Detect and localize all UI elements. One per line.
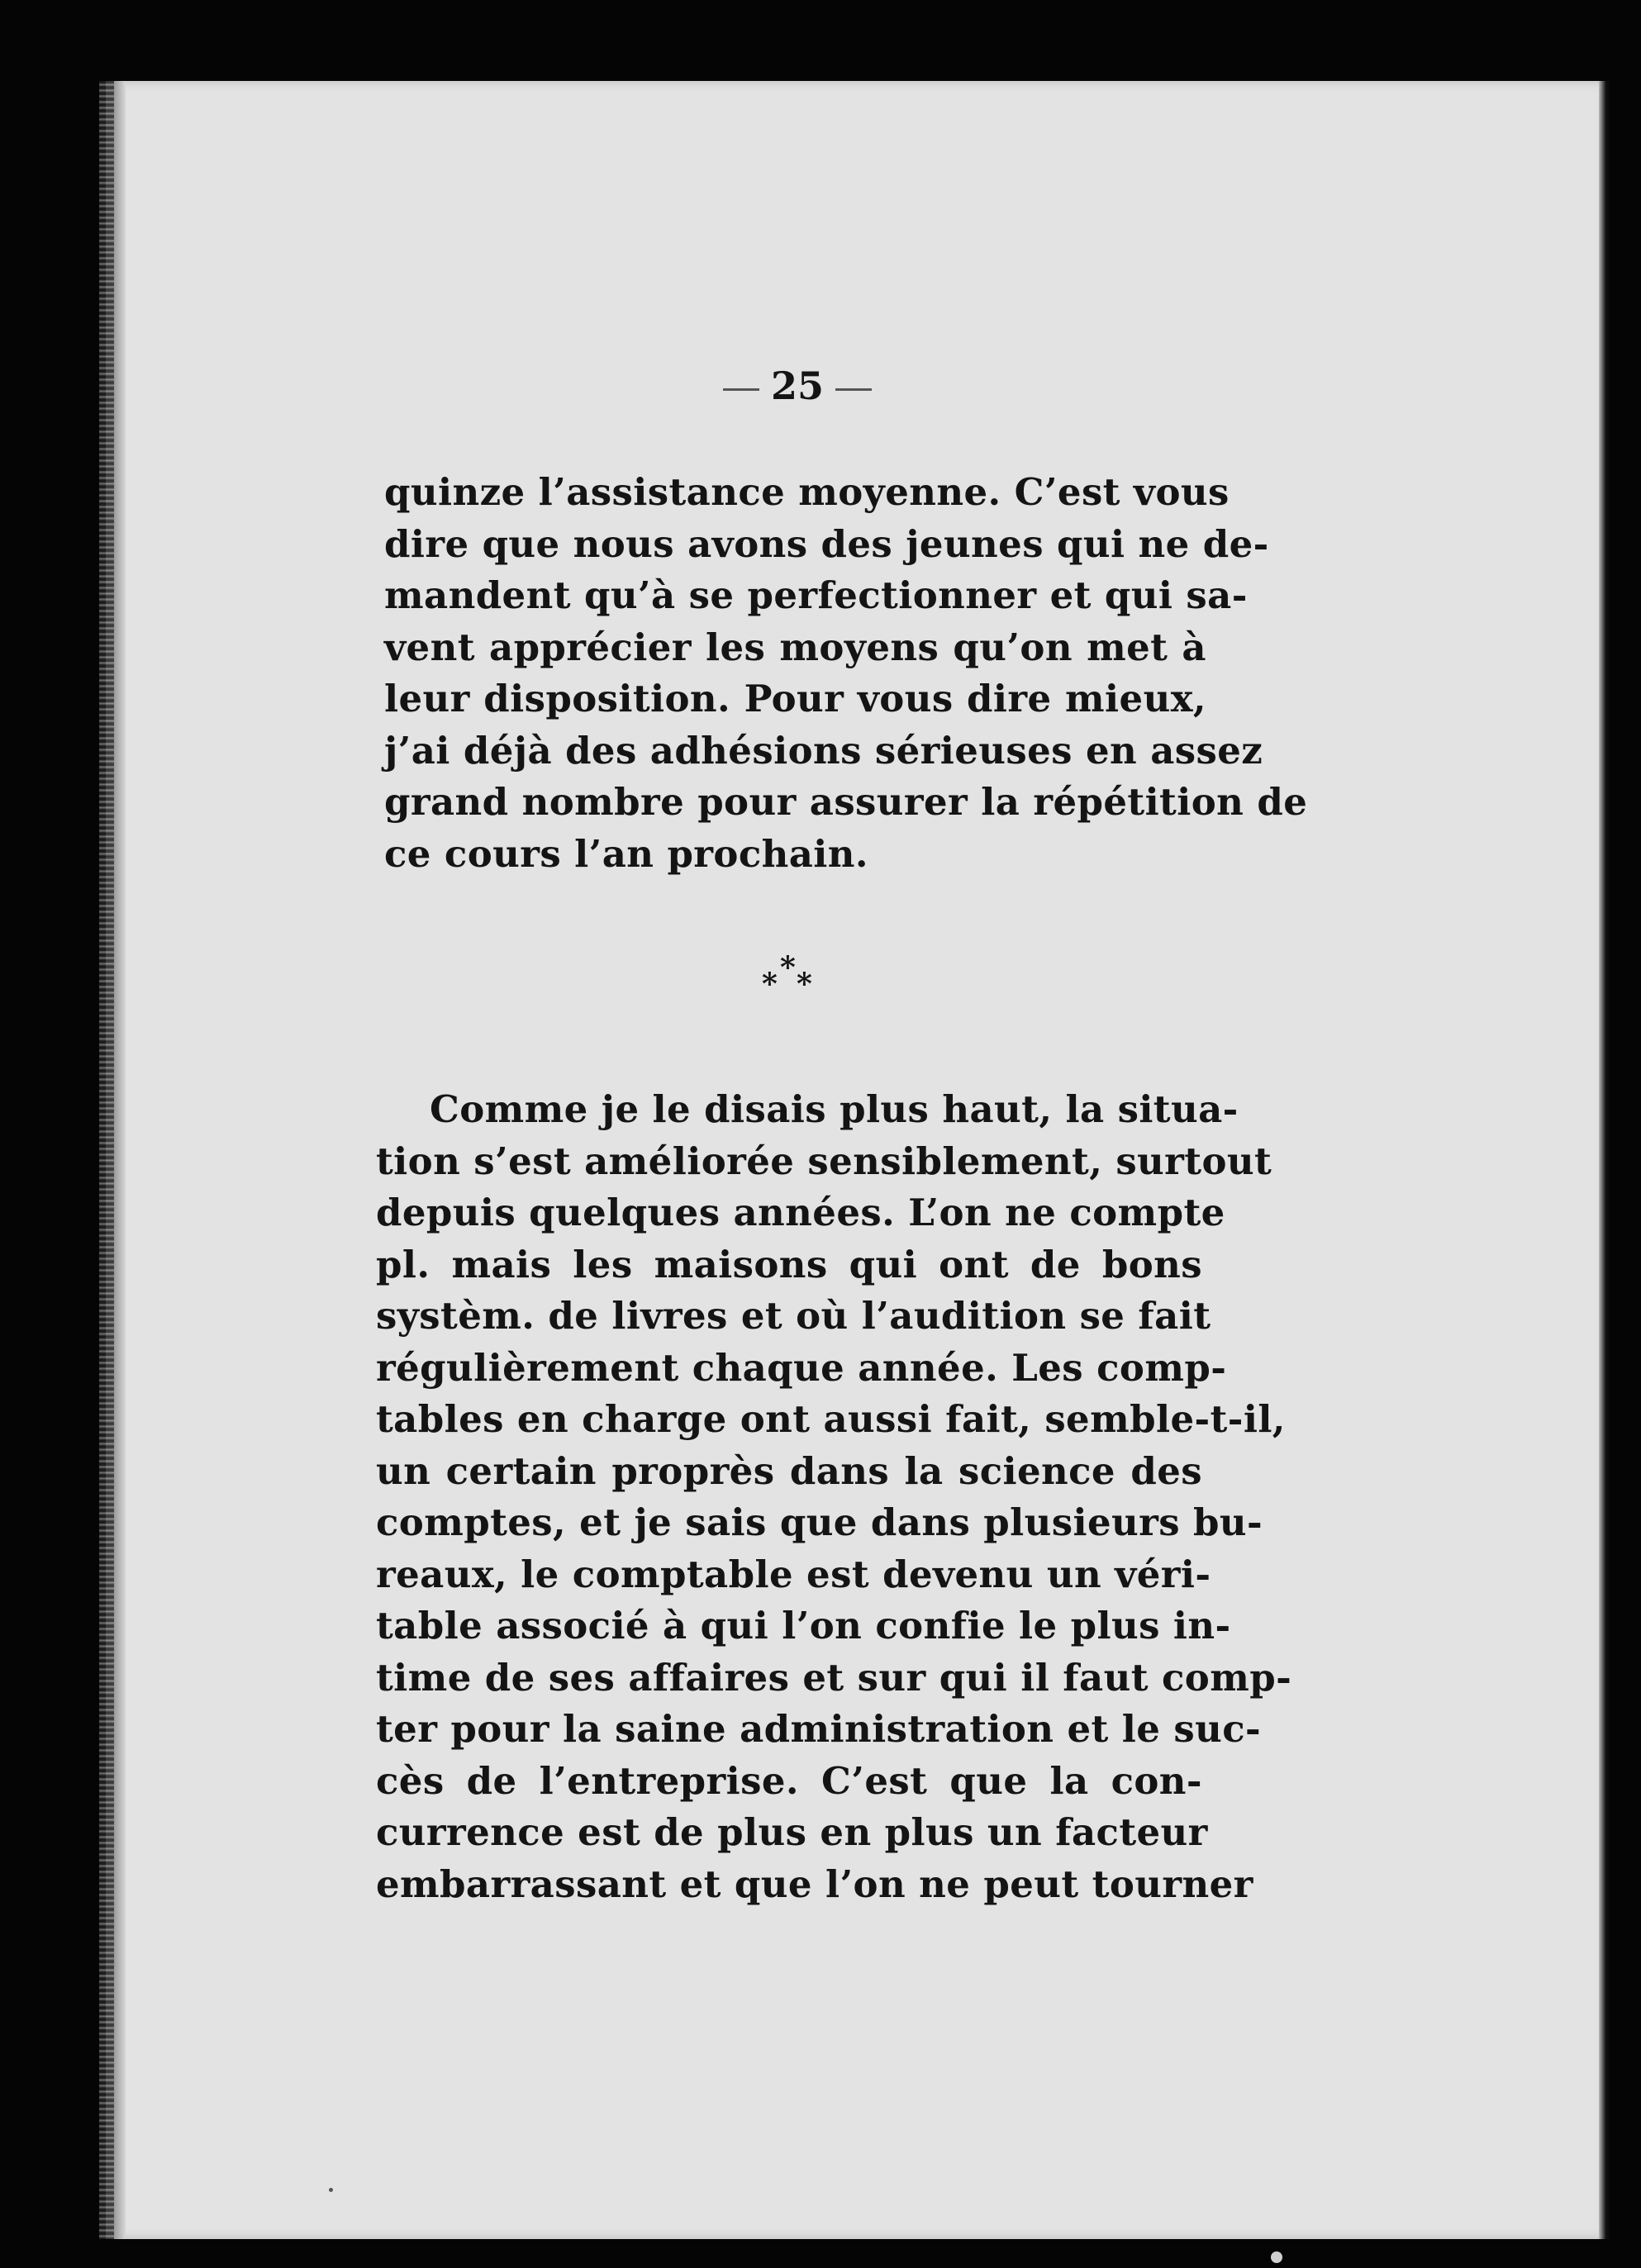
text-line: mandent qu’à se perfectionner et qui sa- xyxy=(384,573,1248,617)
text-line: tion s’est améliorée sensiblement, surtout xyxy=(376,1139,1272,1183)
text-line: cès de l’entreprise. C’est que la con- xyxy=(376,1758,1202,1803)
text-line: ce cours l’an prochain. xyxy=(384,831,868,876)
text-line: Comme je le disais plus haut, la situa- xyxy=(430,1087,1239,1131)
page-left-edge xyxy=(99,81,114,2239)
scan-speck xyxy=(1271,2251,1282,2263)
text-line: comptes, et je sais que dans plusieurs bu- xyxy=(376,1500,1263,1544)
paragraph-continued xyxy=(384,467,1308,880)
page-right-edge xyxy=(1599,81,1610,2239)
asterisk-right: * xyxy=(797,967,812,1001)
asterism-section-break xyxy=(744,950,843,1016)
text-line: tables en charge ont aussi fait, semble-t-il, xyxy=(376,1397,1286,1441)
text-line: leur disposition. Pour vous dire mieux, xyxy=(384,677,1206,720)
text-line: grand nombre pour assurer la répétition de xyxy=(384,780,1308,824)
page-number-value: 25 xyxy=(770,364,824,408)
text-line: reaux, le comptable est devenu un véri- xyxy=(376,1552,1211,1596)
asterisk-top: * xyxy=(780,950,796,985)
text-line: régulièrement chaque année. Les comp- xyxy=(376,1345,1227,1390)
text-line: vent apprécier les moyens qu’on met à xyxy=(384,625,1206,669)
text-line: j’ai déjà des adhésions sérieuses en assez xyxy=(384,728,1263,773)
text-line: quinze l’assistance moyenne. C’est vous xyxy=(384,470,1230,514)
paragraph-main xyxy=(376,1084,1292,1910)
scan-speck xyxy=(329,2188,333,2192)
text-line: depuis quelques années. L’on ne compte xyxy=(376,1191,1225,1234)
text-line: table associé à qui l’on confie le plus in- xyxy=(376,1604,1231,1648)
text-line: dire que nous avons des jeunes qui ne de- xyxy=(384,521,1269,566)
page-number-left-dash xyxy=(723,388,759,391)
text-line: systèm. de livres et où l’audition se fait xyxy=(376,1294,1211,1338)
text-line: time de ses affaires et sur qui il faut comp- xyxy=(376,1655,1292,1700)
text-line: currence est de plus en plus un facteur xyxy=(376,1810,1208,1854)
asterisk-left: * xyxy=(762,967,778,1001)
page-number-right-dash xyxy=(835,388,872,391)
text-line: embarrassant et que l’on ne peut tourner xyxy=(376,1861,1253,1906)
text-line: un certain proprès dans la science des xyxy=(376,1448,1202,1493)
page-number xyxy=(698,364,897,408)
text-line: pl. mais les maisons qui ont de bons xyxy=(376,1242,1202,1286)
text-line: ter pour la saine administration et le suc- xyxy=(376,1707,1262,1751)
page-gutter-shadow xyxy=(114,81,126,2239)
